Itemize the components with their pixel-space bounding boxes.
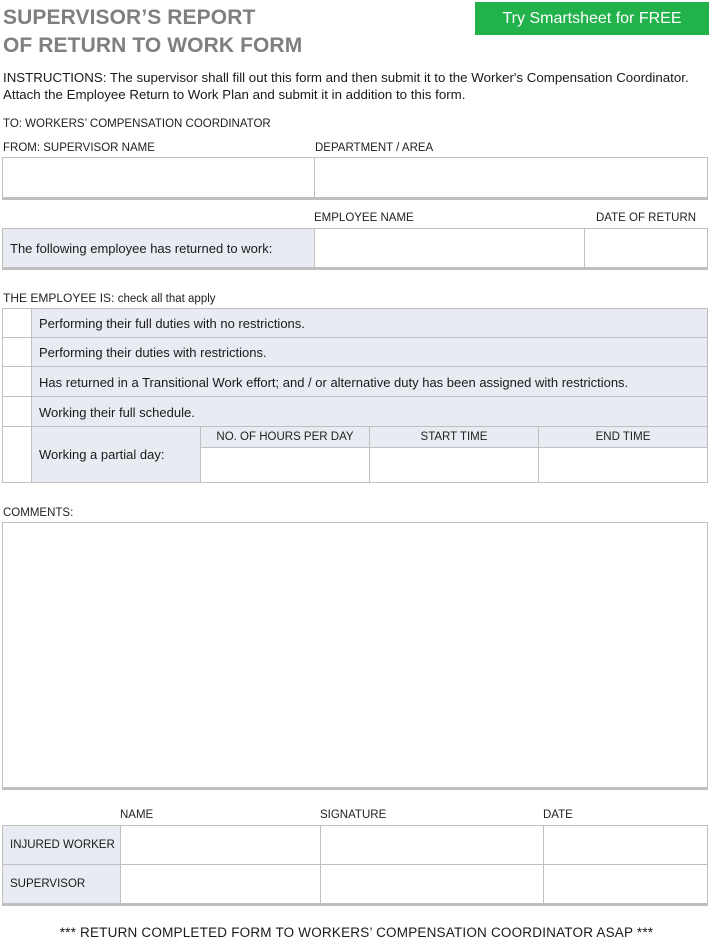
footer-note: *** RETURN COMPLETED FORM TO WORKERS’ COMPENSATION COORDINATOR ASAP *** [59,925,654,940]
page-title [3,4,302,60]
divider [2,903,708,906]
start-time-label: START TIME [420,431,488,443]
hours-per-day-label: NO. OF HOURS PER DAY [216,431,354,443]
supervisor-name-field[interactable] [2,157,315,198]
option-full-duties [31,308,708,338]
hours-per-day-header [200,426,370,448]
injured-worker-signature-field[interactable] [320,825,544,865]
hours-per-day-field[interactable] [200,447,370,483]
checkbox-transitional-work[interactable] [2,366,32,397]
comments-field[interactable] [2,522,708,788]
status-hint: check all that apply [117,293,216,305]
returned-statement-cell [2,228,315,268]
option-full-schedule-label: Working their full schedule. [39,405,195,420]
supervisor-name-sign-field[interactable] [120,864,321,904]
department-field[interactable] [314,157,708,198]
signature-column-label: SIGNATURE [320,809,387,821]
end-time-header [538,426,708,448]
divider [2,197,708,200]
returned-statement: The following employee has returned to work: [10,241,273,256]
supervisor-signature-field[interactable] [320,864,544,904]
status-heading [3,291,216,305]
end-time-field[interactable] [538,447,708,483]
supervisor-date-field[interactable] [543,864,708,904]
injured-worker-row-label [2,825,121,865]
to-line: TO: WORKERS’ COMPENSATION COORDINATOR [3,118,271,130]
option-full-schedule [31,396,708,427]
comments-label: COMMENTS: [3,507,74,519]
injured-worker-name-field[interactable] [120,825,321,865]
option-restricted-duties-label: Performing their duties with restrictions. [39,345,267,360]
date-column-label: DATE [543,809,573,821]
option-transitional-work-label: Has returned in a Transitional Work effort; and / or alternative duty has been assigned with restrictions. [39,375,629,390]
from-label: FROM: SUPERVISOR NAME [3,142,155,154]
injured-worker-label: INJURED WORKER [10,839,115,851]
start-time-field[interactable] [369,447,539,483]
divider [2,787,708,790]
end-time-label: END TIME [595,431,651,443]
option-full-duties-label: Performing their full duties with no restrictions. [39,316,305,331]
try-smartsheet-button[interactable]: Try Smartsheet for FREE [475,2,709,35]
name-column-label: NAME [120,809,154,821]
supervisor-label: SUPERVISOR [10,878,86,890]
checkbox-full-duties[interactable] [2,308,32,338]
employee-name-label: EMPLOYEE NAME [314,212,414,224]
option-partial-day [31,426,201,483]
status-heading-text: THE EMPLOYEE IS: [3,291,115,305]
employee-name-field[interactable] [314,228,585,268]
option-partial-day-label: Working a partial day: [39,447,165,462]
injured-worker-date-field[interactable] [543,825,708,865]
option-restricted-duties [31,337,708,367]
page-title-line1: SUPERVISOR’S REPORT [3,6,256,29]
checkbox-restricted-duties[interactable] [2,337,32,367]
supervisor-row-label [2,864,121,904]
date-of-return-label: DATE OF RETURN [596,212,697,224]
instructions-text: INSTRUCTIONS: The supervisor shall fill out this form and then submit it to the Worker's Compensation Coordinator. Attach the Employee Return to Work Plan and submit it in addition to this form. [3,70,689,102]
divider [2,267,708,270]
option-transitional-work [31,366,708,397]
date-of-return-field[interactable] [584,228,708,268]
department-label: DEPARTMENT / AREA [315,142,434,154]
checkbox-partial-day[interactable] [2,426,32,483]
checkbox-full-schedule[interactable] [2,396,32,427]
page-title-line2: OF RETURN TO WORK FORM [3,34,303,57]
start-time-header [369,426,539,448]
